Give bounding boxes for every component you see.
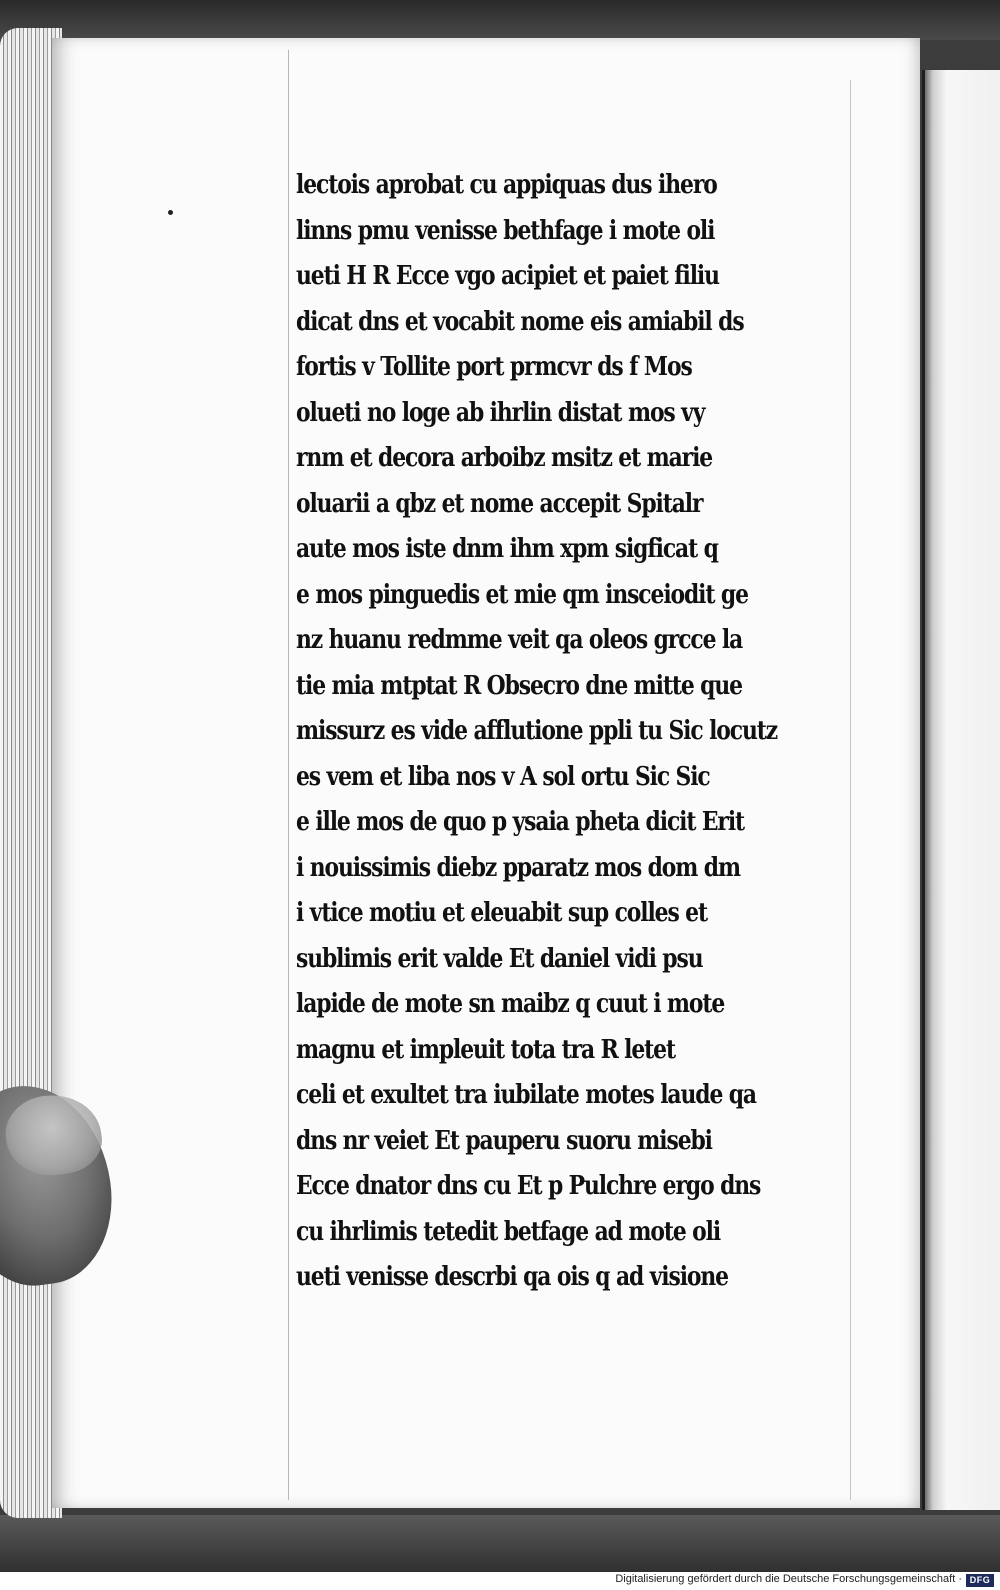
manuscript-line: dicat dns et vocabit nome eis amiabil ds	[296, 306, 744, 337]
manuscript-line: linns pmu venisse bethfage i mote oli	[296, 215, 715, 246]
manuscript-line: sublimis erit valde Et daniel vidi psu	[296, 943, 703, 974]
manuscript-line: fortis v Tollite port prmcvr ds f Mos	[296, 352, 692, 382]
manuscript-line: aute mos iste dnm ihm xpm sigficat q	[296, 534, 718, 564]
facing-leaf-edge	[922, 70, 1000, 1510]
manuscript-line: tie mia mtptat R Obsecro dne mitte que	[296, 670, 742, 701]
manuscript-line: cu ihrlimis tetedit betfage ad mote oli	[296, 1216, 721, 1247]
manuscript-line: lapide de mote sn maibz q cuut i mote	[296, 989, 725, 1019]
manuscript-line: olueti no loge ab ihrlin distat mos vy	[296, 397, 705, 428]
manuscript-line: ueti H R Ecce vgo acipiet et paiet filiu	[296, 261, 719, 291]
ink-speck	[168, 210, 173, 215]
manuscript-line: nz huanu redmme veit qa oleos grcce la	[296, 625, 743, 655]
manuscript-line: magnu et impleuit tota tra R letet	[296, 1034, 675, 1065]
manuscript-line: Ecce dnator dns cu Et p Pulchre ergo dns	[296, 1171, 761, 1201]
manuscript-line: i vtice motiu et eleuabit sup colles et	[296, 898, 707, 928]
manuscript-line: oluarii a qbz et nome accepit Spitalr	[296, 488, 703, 519]
manuscript-line: ueti venisse descrbi qa ois q ad visione	[296, 1262, 728, 1292]
manuscript-line: rnm et decora arboibz msitz et marie	[296, 443, 713, 473]
digitization-footer	[0, 1572, 1000, 1590]
funding-credit-text: Digitalisierung gefördert durch die Deutsche Forschungsgemeinschaft ·	[615, 1573, 962, 1585]
manuscript-line: e mos pinguedis et mie qm insceiodit ge	[296, 579, 748, 610]
manuscript-line: lectois aprobat cu appiquas dus ihero	[296, 170, 717, 200]
manuscript-line: dns nr veiet Et pauperu suoru misebi	[296, 1125, 712, 1156]
manuscript-line: i nouissimis diebz pparatz mos dom dm	[296, 852, 741, 883]
ruling-line-left	[288, 50, 289, 1500]
scan-background-bottom	[0, 1515, 1000, 1575]
manuscript-line: e ille mos de quo p ysaia pheta dicit Erit	[296, 807, 745, 837]
manuscript-line: es vem et liba nos v A sol ortu Sic Sic	[296, 761, 710, 792]
scan-background-top	[0, 0, 1000, 40]
dfg-logo: DFG	[966, 1574, 994, 1587]
manuscript-text-block	[296, 163, 881, 1301]
manuscript-line: celi et exultet tra iubilate motes laude qa	[296, 1080, 757, 1110]
manuscript-line: missurz es vide afflutione ppli tu Sic locutz	[296, 716, 778, 746]
